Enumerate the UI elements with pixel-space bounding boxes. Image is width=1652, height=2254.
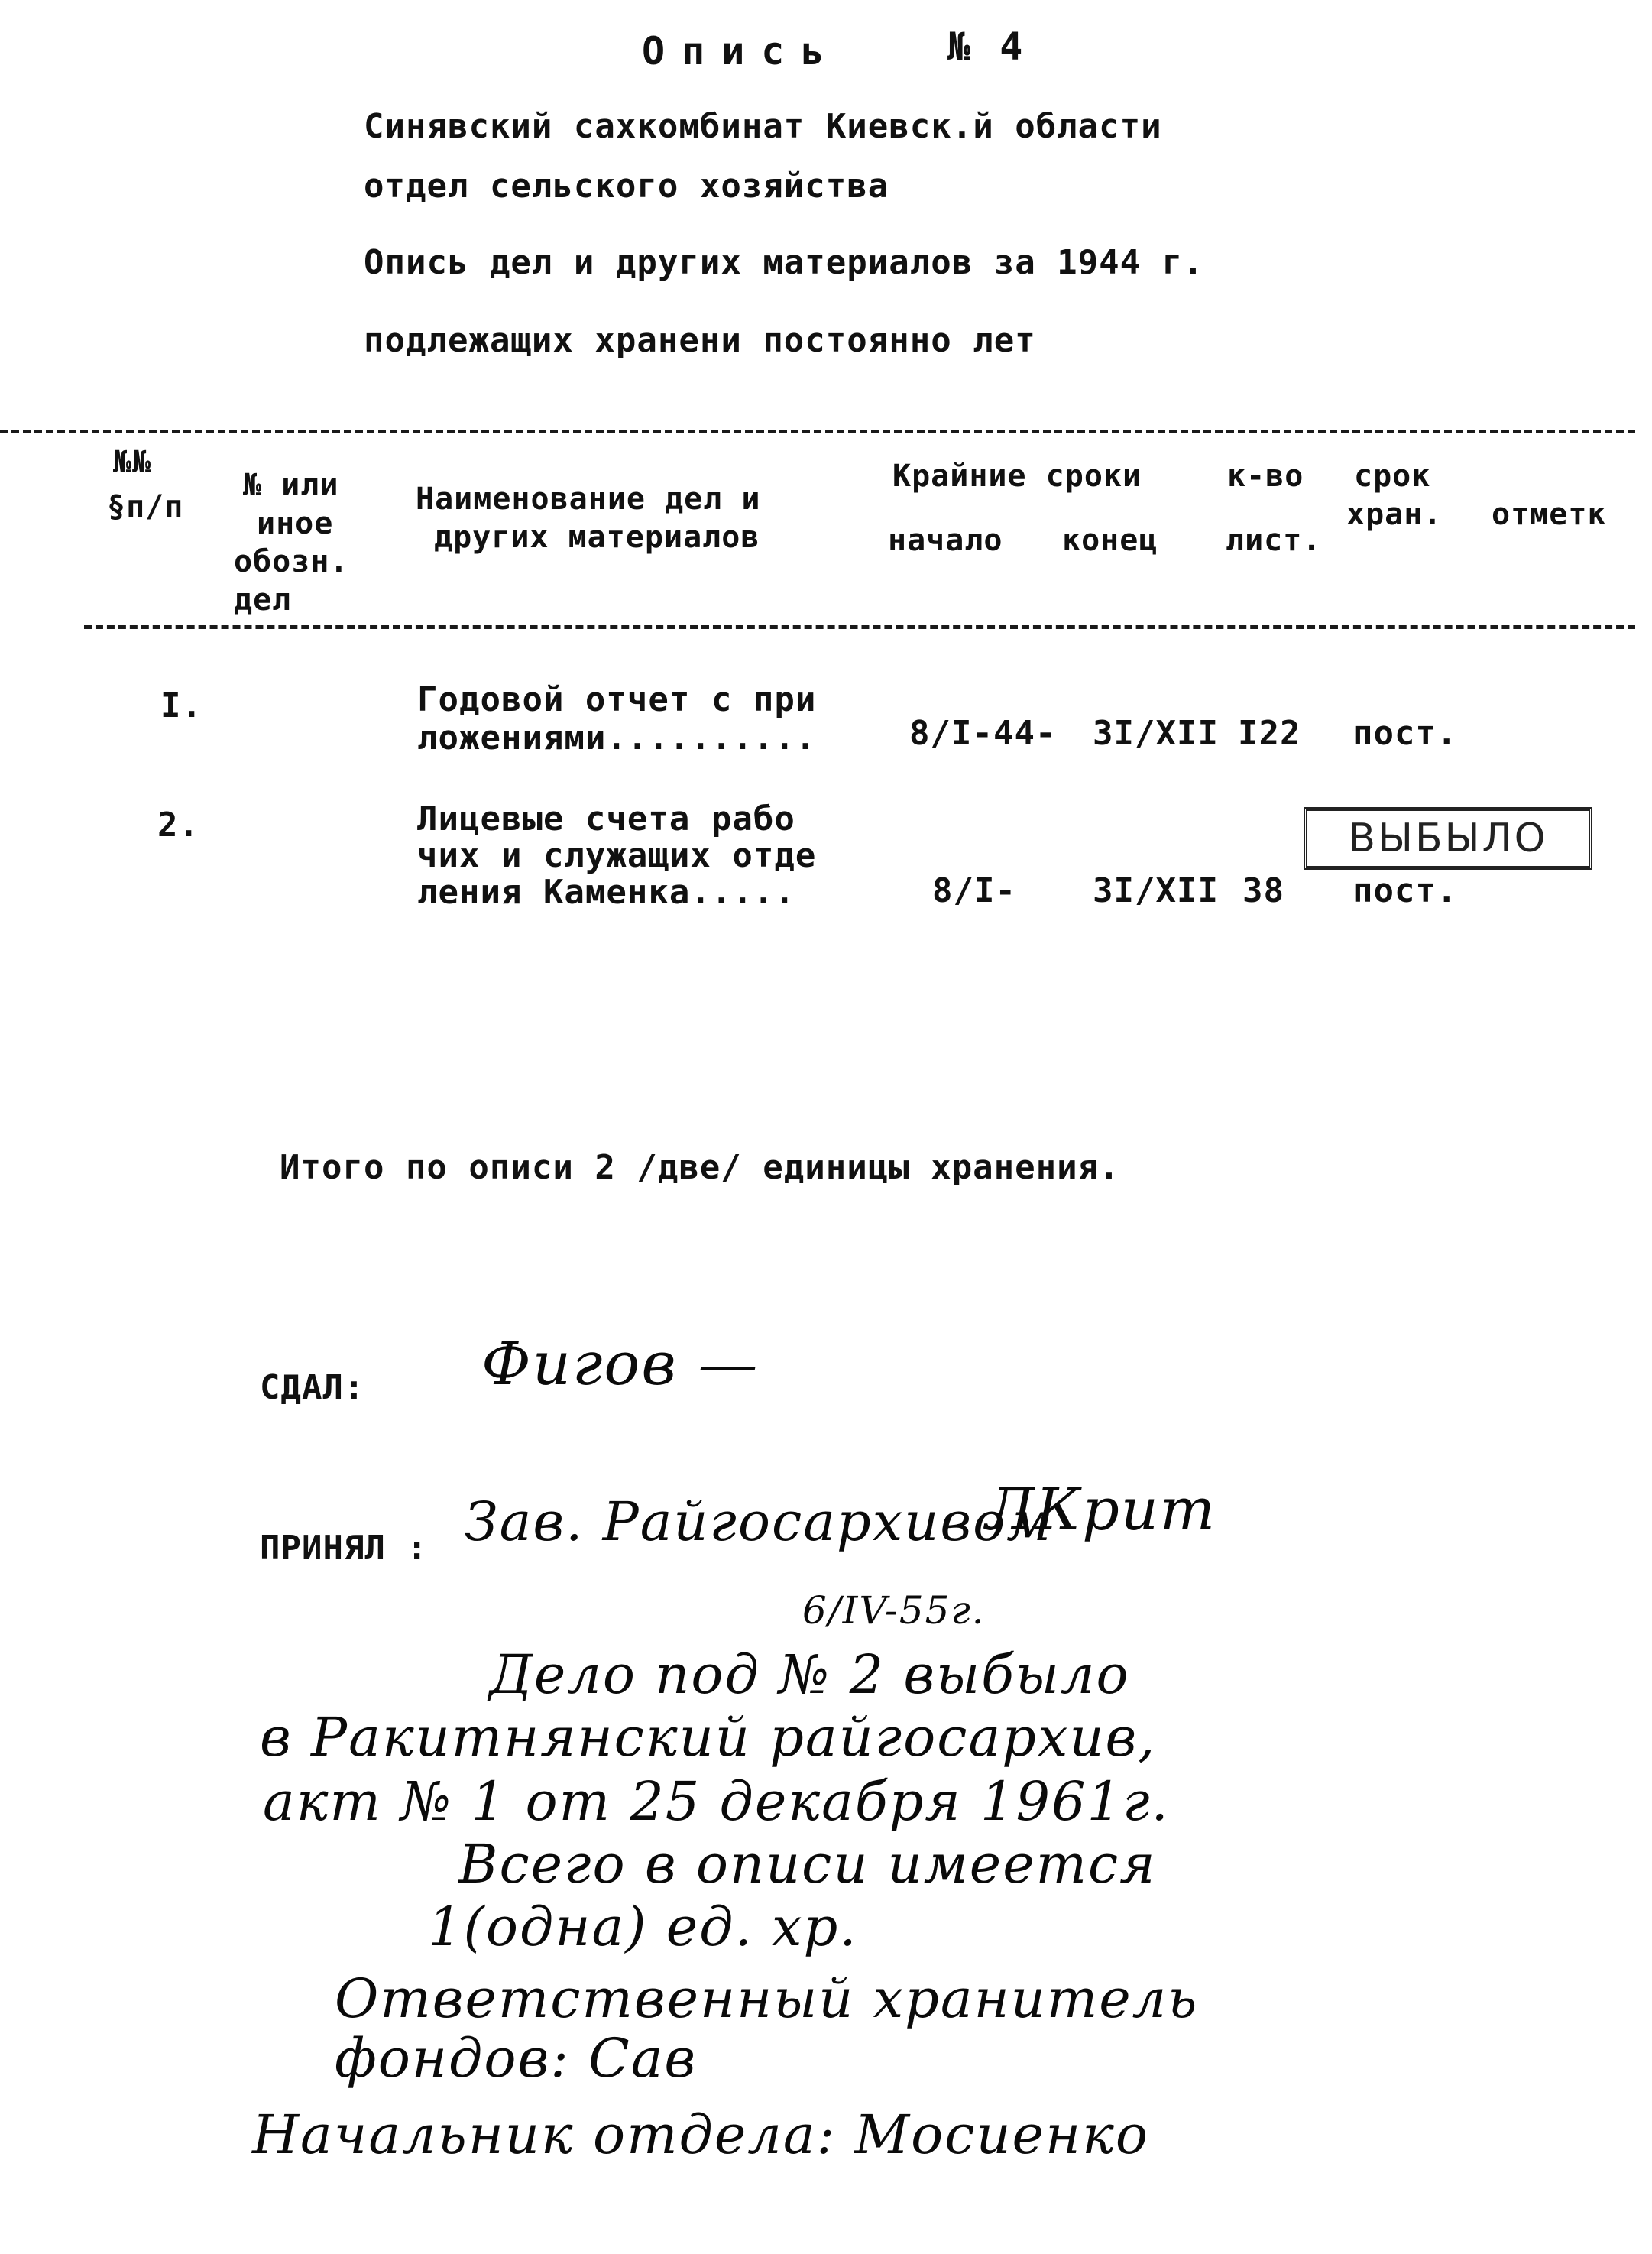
- header-col-term-b: хран.: [1346, 497, 1443, 532]
- receipt-date: 6/IV-55г.: [802, 1588, 986, 1633]
- row-sheet-count: 38: [1242, 871, 1284, 910]
- received-position: Зав. Райгосархивом: [465, 1490, 1053, 1553]
- note-line: акт № 1 от 25 декабря 1961г.: [263, 1770, 1170, 1833]
- header-col-code-c: обозн.: [234, 544, 349, 579]
- note-line: Начальник отдела: Мосиенко: [252, 2103, 1150, 2166]
- row-storage-term: пост.: [1352, 714, 1458, 753]
- table-top-rule: [0, 430, 1635, 433]
- header-col-dates-start: начало: [888, 523, 1003, 558]
- document-number: № 4: [947, 24, 1026, 69]
- inventory-total: Итого по описи 2 /две/ единицы хранения.: [280, 1148, 1120, 1187]
- header-col-notes: отметк: [1492, 497, 1607, 532]
- note-line: фондов: Сав: [335, 2027, 698, 2090]
- header-col-code-d: дел: [234, 582, 292, 618]
- row-name-line: чих и служащих отде: [417, 836, 817, 875]
- header-col-term-a: срок: [1354, 459, 1431, 494]
- header-col-sheets-a: к-во: [1227, 459, 1304, 494]
- row-date-end: 3I/XII: [1093, 714, 1219, 753]
- row-date-start: 8/I-: [932, 871, 1016, 910]
- header-col-number-b: §п/п: [107, 489, 184, 524]
- note-line: Ответственный хранитель: [335, 1967, 1199, 2030]
- received-signature: ЛКрит: [986, 1475, 1216, 1543]
- header-col-code-b: иное: [257, 506, 334, 541]
- header-col-name-b: других материалов: [434, 520, 760, 555]
- row-name-line: ления Каменка.....: [417, 873, 795, 912]
- row-date-end: 3I/XII: [1093, 871, 1219, 910]
- note-line: Всего в описи имеется: [458, 1833, 1157, 1896]
- handed-over-signature: Фигов —: [481, 1330, 760, 1399]
- note-line: 1(одна) ед. хр.: [428, 1896, 858, 1958]
- row-number: 2.: [157, 806, 199, 845]
- document-title: Опись: [642, 29, 841, 73]
- header-col-name-a: Наименование дел и: [416, 482, 761, 517]
- header-line-department: отдел сельского хозяйства: [364, 167, 889, 206]
- row-sheet-count: I22: [1238, 714, 1301, 753]
- handed-over-label: СДАЛ:: [260, 1368, 365, 1407]
- withdrawn-stamp: ВЫБЫЛО: [1304, 807, 1592, 870]
- header-line-inventory: Опись дел и других материалов за 1944 г.: [364, 243, 1204, 282]
- row-date-start: 8/I-44-: [909, 714, 1057, 753]
- header-col-sheets-b: лист.: [1226, 523, 1322, 558]
- header-col-dates: Крайние сроки: [892, 459, 1142, 494]
- received-label: ПРИНЯЛ :: [260, 1529, 428, 1568]
- row-name-line: Годовой отчет с при: [417, 680, 817, 719]
- note-line: Дело под № 2 выбыло: [489, 1643, 1130, 1706]
- row-name-line: Лицевые счета рабо: [417, 799, 795, 838]
- header-line-storage: подлежащих хранени постоянно лет: [364, 321, 1036, 360]
- header-col-code-a: № или: [243, 468, 339, 503]
- header-col-number-a: №№: [113, 445, 152, 480]
- row-number: I.: [160, 686, 202, 725]
- header-col-dates-end: конец: [1062, 523, 1158, 558]
- table-header-rule: [84, 625, 1635, 629]
- row-name-line: ложениями..........: [417, 718, 817, 757]
- header-line-organization: Синявский сахкомбинат Киевск.й области: [364, 107, 1162, 146]
- note-line: в Ракитнянский райгосархив,: [260, 1706, 1157, 1769]
- row-storage-term: пост.: [1352, 871, 1458, 910]
